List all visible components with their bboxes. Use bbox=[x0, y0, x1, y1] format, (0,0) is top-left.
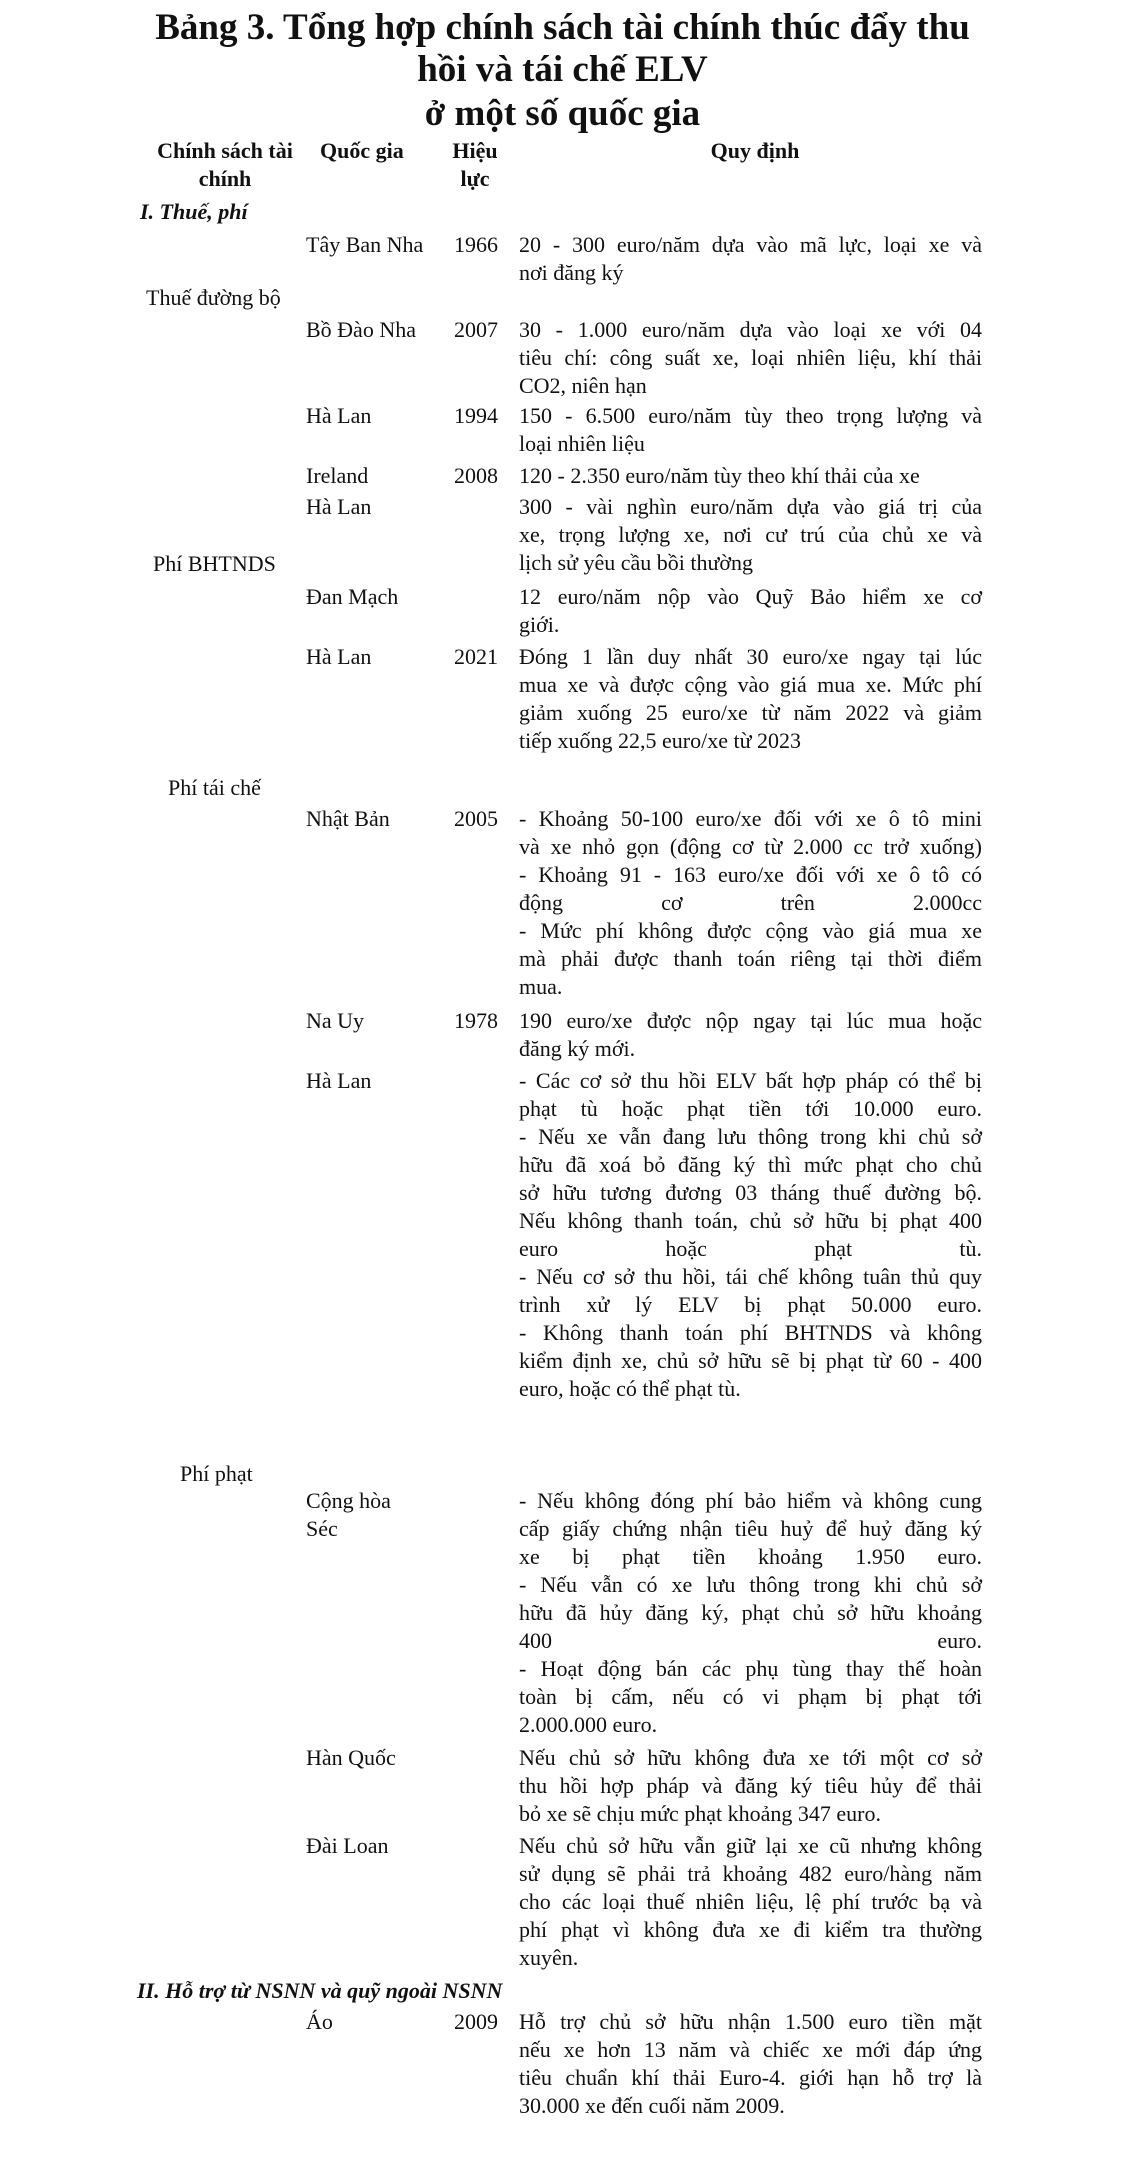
title-line-2: hồi và tái chế ELV bbox=[417, 49, 708, 90]
regulation-line: 150 - 6.500 euro/năm tùy theo trọng lượng và bbox=[519, 403, 982, 428]
regulation-line: 30 - 1.000 euro/năm dựa vào loại xe với 04 bbox=[519, 317, 982, 342]
cell-country-line-2: Séc bbox=[306, 1516, 338, 1541]
regulation-line: sở hữu tương đương 03 tháng thuế đường bộ. bbox=[519, 1180, 982, 1205]
cell-year: 2009 bbox=[454, 2009, 498, 2034]
regulation-line: 120 - 2.350 euro/năm tùy theo khí thải của xe bbox=[519, 463, 920, 488]
cell-country: Nhật Bản bbox=[306, 806, 390, 831]
title-line-1: Bảng 3. Tổng hợp chính sách tài chính thúc đẩy thu bbox=[155, 7, 970, 48]
regulation-line: 400 euro. bbox=[519, 1628, 982, 1653]
cell-year: 2007 bbox=[454, 317, 498, 342]
regulation-line: toàn bị cấm, nếu có vi phạm bị phạt tới bbox=[519, 1684, 982, 1709]
regulation-line: hữu đã hủy đăng ký, phạt chủ sở hữu khoảng bbox=[519, 1600, 982, 1625]
title-line-3: ở một số quốc gia bbox=[424, 93, 701, 134]
cell-country: Bồ Đào Nha bbox=[306, 317, 416, 342]
regulation-line: xuyên. bbox=[519, 1945, 579, 1970]
regulation-line: - Các cơ sở thu hồi ELV bất hợp pháp có thể bị bbox=[519, 1068, 982, 1093]
regulation-line: thu hồi hợp pháp và đăng ký tiêu hủy để thải bbox=[519, 1773, 982, 1798]
cell-year: 1994 bbox=[454, 403, 498, 428]
regulation-line: tiếp xuống 22,5 euro/xe từ 2023 bbox=[519, 728, 801, 753]
cell-country: Tây Ban Nha bbox=[306, 232, 424, 257]
regulation-line: 12 euro/năm nộp vào Quỹ Bảo hiểm xe cơ bbox=[519, 584, 982, 609]
header-effect-line-1: Hiệu bbox=[452, 138, 498, 163]
regulation-line: đăng ký mới. bbox=[519, 1036, 636, 1061]
regulation-line: - Nếu không đóng phí bảo hiểm và không cung bbox=[519, 1488, 982, 1513]
cell-year: 2005 bbox=[454, 806, 498, 831]
cell-country: Na Uy bbox=[306, 1008, 365, 1033]
regulation-line: - Nếu xe vẫn đang lưu thông trong khi chủ sở bbox=[519, 1124, 982, 1149]
cell-country: Ireland bbox=[306, 463, 369, 488]
regulation-line: euro, hoặc có thể phạt tù. bbox=[519, 1376, 741, 1401]
regulation-line: - Mức phí không được cộng vào giá mua xe bbox=[519, 918, 982, 943]
regulation-line: hữu đã xoá bỏ đăng ký thì mức phạt cho chủ bbox=[519, 1152, 982, 1177]
regulation-line: 20 - 300 euro/năm dựa vào mã lực, loại xe và bbox=[519, 232, 982, 257]
regulation-line: loại nhiên liệu bbox=[519, 431, 645, 456]
header-regulation: Quy định bbox=[710, 138, 800, 163]
regulation-line: và xe nhỏ gọn (động cơ từ 2.000 cc trở xuống) bbox=[519, 834, 982, 859]
cell-country: Đài Loan bbox=[306, 1833, 389, 1858]
regulation-line: - Khoảng 50-100 euro/xe đối với xe ô tô mini bbox=[519, 806, 982, 831]
regulation-line: mua. bbox=[519, 974, 563, 999]
regulation-line: 30.000 xe đến cuối năm 2009. bbox=[519, 2093, 785, 2118]
regulation-line: euro hoặc phạt tù. bbox=[519, 1236, 982, 1261]
cell-country: Hà Lan bbox=[306, 403, 372, 428]
cell-year: 2008 bbox=[454, 463, 498, 488]
regulation-line: trình xử lý ELV bị phạt 50.000 euro. bbox=[519, 1292, 982, 1317]
cell-country: Hà Lan bbox=[306, 644, 372, 669]
regulation-line: - Không thanh toán phí BHTNDS và không bbox=[519, 1320, 982, 1345]
regulation-line: Hỗ trợ chủ sở hữu nhận 1.500 euro tiền mặt bbox=[519, 2009, 982, 2034]
policy-insurance-fee: Phí BHTNDS bbox=[153, 551, 276, 576]
regulation-line: tiêu chuẩn khí thải Euro-4. giới hạn hỗ trợ là bbox=[519, 2065, 982, 2090]
header-policy-line-1: Chính sách tài bbox=[157, 138, 293, 163]
regulation-line: 2.000.000 euro. bbox=[519, 1712, 658, 1737]
cell-year: 2021 bbox=[454, 644, 498, 669]
cell-country: Hà Lan bbox=[306, 1068, 372, 1093]
cell-country: Áo bbox=[306, 2009, 333, 2034]
regulation-line: lịch sử yêu cầu bồi thường bbox=[519, 550, 754, 575]
regulation-line: mua xe và được cộng vào giá mua xe. Mức phí bbox=[519, 672, 982, 697]
cell-year: 1966 bbox=[454, 232, 498, 257]
regulation-line: giảm xuống 25 euro/xe từ năm 2022 và giảm bbox=[519, 700, 982, 725]
regulation-line: nếu xe hơn 13 năm và chiếc xe mới đáp ứng bbox=[519, 2037, 982, 2062]
regulation-line: kiểm định xe, chủ sở hữu sẽ bị phạt từ 60 - 400 bbox=[519, 1348, 982, 1373]
regulation-line: phí phạt vì không đưa xe đi kiểm tra thường bbox=[519, 1917, 982, 1942]
regulation-line: nơi đăng ký bbox=[519, 260, 624, 285]
regulation-line: 300 - vài nghìn euro/năm dựa vào giá trị của bbox=[519, 494, 982, 519]
regulation-line: mà phải được thanh toán riêng tại thời điểm bbox=[519, 946, 982, 971]
cell-year: 1978 bbox=[454, 1008, 498, 1033]
section-heading-state-support: II. Hỗ trợ từ NSNN và quỹ ngoài NSNN bbox=[137, 1978, 503, 2003]
regulation-line: tiêu chí: công suất xe, loại nhiên liệu, khí thải bbox=[519, 345, 982, 370]
regulation-line: bỏ xe sẽ chịu mức phạt khoảng 347 euro. bbox=[519, 1801, 882, 1826]
regulation-line: giới. bbox=[519, 612, 560, 637]
cell-country: Đan Mạch bbox=[306, 584, 399, 609]
regulation-line: Đóng 1 lần duy nhất 30 euro/xe ngay tại lúc bbox=[519, 644, 982, 669]
regulation-line: 190 euro/xe được nộp ngay tại lúc mua hoặc bbox=[519, 1008, 982, 1033]
cell-country: Hàn Quốc bbox=[306, 1745, 396, 1770]
regulation-line: phạt tù hoặc phạt tiền tới 10.000 euro. bbox=[519, 1096, 982, 1121]
section-heading-taxes-fees: I. Thuế, phí bbox=[140, 199, 248, 224]
header-country: Quốc gia bbox=[320, 138, 404, 163]
regulation-line: động cơ trên 2.000cc bbox=[519, 890, 982, 915]
regulation-line: Nếu chủ sở hữu vẫn giữ lại xe cũ nhưng không bbox=[519, 1833, 982, 1858]
header-policy-line-2: chính bbox=[198, 166, 252, 191]
regulation-line: - Nếu cơ sở thu hồi, tái chế không tuân thủ quy bbox=[519, 1264, 982, 1289]
regulation-line: Nếu không thanh toán, chủ sở hữu bị phạt 400 bbox=[519, 1208, 982, 1233]
regulation-line: xe bị phạt tiền khoảng 1.950 euro. bbox=[519, 1544, 982, 1569]
cell-country: Cộng hòa bbox=[306, 1488, 391, 1513]
cell-country: Hà Lan bbox=[306, 494, 372, 519]
regulation-line: cấp giấy chứng nhận tiêu huỷ để huỷ đăng ký bbox=[519, 1516, 982, 1541]
policy-penalty-fee: Phí phạt bbox=[180, 1461, 253, 1486]
regulation-line: - Khoảng 91 - 163 euro/xe đối với xe ô tô có bbox=[519, 862, 982, 887]
regulation-line: xe, trọng lượng xe, nơi cư trú của chủ xe và bbox=[519, 522, 982, 547]
regulation-line: CO2, niên hạn bbox=[519, 373, 647, 398]
policy-recycling-fee: Phí tái chế bbox=[168, 775, 261, 800]
regulation-line: - Hoạt động bán các phụ tùng thay thế hoàn bbox=[519, 1656, 982, 1681]
policy-road-tax: Thuế đường bộ bbox=[146, 285, 281, 310]
regulation-line: Nếu chủ sở hữu không đưa xe tới một cơ sở bbox=[519, 1745, 982, 1770]
regulation-line: sử dụng sẽ phải trả khoảng 482 euro/hàng năm bbox=[519, 1861, 982, 1886]
header-effect-line-2: lực bbox=[460, 166, 490, 191]
regulation-line: cho các loại thuế nhiên liệu, lệ phí trước bạ và bbox=[519, 1889, 982, 1914]
regulation-line: - Nếu vẫn có xe lưu thông trong khi chủ sở bbox=[519, 1572, 982, 1597]
